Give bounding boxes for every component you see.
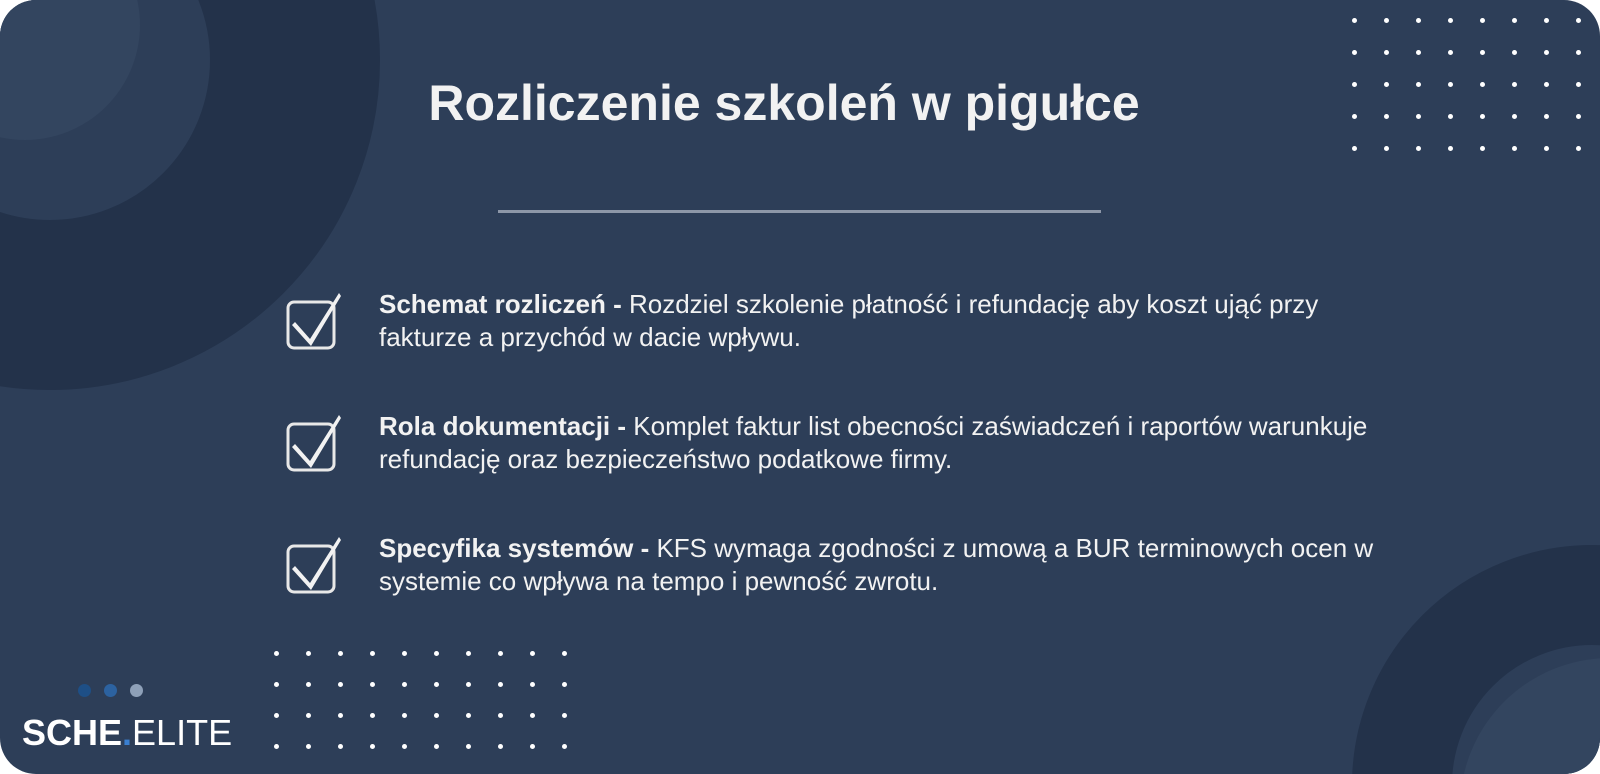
decorative-dot: [530, 744, 535, 749]
decorative-dot: [1512, 146, 1517, 151]
decorative-dot: [498, 713, 503, 718]
checkbox-checked-icon: [285, 412, 343, 476]
decorative-dot: [562, 651, 567, 656]
logo-text-secondary: ELITE: [132, 712, 233, 753]
decorative-dot: [466, 713, 471, 718]
decorative-dot: [434, 744, 439, 749]
decorative-dot: [274, 744, 279, 749]
decorative-dot: [1480, 50, 1485, 55]
decorative-dot: [1448, 18, 1453, 23]
decorative-dot: [562, 682, 567, 687]
title-divider: [498, 210, 1101, 213]
decorative-dot: [434, 713, 439, 718]
decorative-dot: [498, 651, 503, 656]
decorative-dot: [1416, 18, 1421, 23]
decorative-dot: [1384, 18, 1389, 23]
decorative-dot: [466, 651, 471, 656]
decorative-dot-grid-bottom-left: [274, 651, 567, 749]
logo-text-primary: SCHE: [22, 712, 123, 753]
decorative-dot: [1448, 50, 1453, 55]
decorative-dot: [1416, 146, 1421, 151]
decorative-dot: [1352, 146, 1357, 151]
page-title: Rozliczenie szkoleń w pigułce: [428, 75, 1140, 131]
decorative-dot: [338, 651, 343, 656]
decorative-dot: [1544, 50, 1549, 55]
decorative-dot: [530, 651, 535, 656]
decorative-dot: [1576, 18, 1581, 23]
decorative-dot: [370, 651, 375, 656]
decorative-dot: [274, 651, 279, 656]
decorative-dot: [338, 713, 343, 718]
decorative-dot: [1384, 146, 1389, 151]
list-item-description: KFS wymaga zgodności z umową a BUR terminowych ocen w systemie co wpływa na tempo i pewność zwrotu.: [379, 533, 1374, 596]
list-item-heading: Specyfika systemów -: [379, 533, 650, 563]
decorative-dot: [274, 682, 279, 687]
decorative-dot: [1384, 50, 1389, 55]
decorative-dot: [1576, 146, 1581, 151]
decorative-dot: [466, 744, 471, 749]
decorative-dot: [434, 651, 439, 656]
checkbox-checked-icon: [285, 534, 343, 598]
logo-dots: [78, 684, 143, 697]
list-item-heading: Schemat rozliczeń -: [379, 289, 622, 319]
checkbox-checked-icon: [285, 290, 343, 354]
decorative-dot: [562, 744, 567, 749]
decorative-dot: [530, 713, 535, 718]
decorative-dot: [1416, 50, 1421, 55]
brand-logo: [22, 712, 232, 754]
decorative-dot: [1448, 146, 1453, 151]
list-item-text: [379, 288, 1409, 354]
logo-separator-dot: .: [122, 712, 133, 753]
list-item: [285, 534, 1405, 614]
decorative-dot: [370, 713, 375, 718]
decorative-dot: [498, 682, 503, 687]
list-item: [285, 290, 1405, 370]
decorative-dot: [1512, 18, 1517, 23]
decorative-dot: [562, 713, 567, 718]
decorative-dot: [402, 744, 407, 749]
decorative-dot: [466, 682, 471, 687]
decorative-dot: [1352, 18, 1357, 23]
decorative-dot: [498, 744, 503, 749]
decorative-dot: [402, 682, 407, 687]
decorative-dot: [338, 744, 343, 749]
decorative-dot: [1480, 18, 1485, 23]
list-item-heading: Rola dokumentacji -: [379, 411, 627, 441]
list-item-text: [379, 410, 1409, 476]
decorative-dot: [274, 713, 279, 718]
decorative-dot: [306, 713, 311, 718]
decorative-dot: [1576, 114, 1581, 119]
decorative-dot: [434, 682, 439, 687]
decorative-dot: [1576, 82, 1581, 87]
list-item-description: Rozdziel szkolenie płatność i refundację aby koszt ująć przy fakturze a przychód w dacie wpływu.: [379, 289, 1319, 352]
decorative-dot: [306, 744, 311, 749]
decorative-dot: [402, 651, 407, 656]
decorative-dot: [1480, 146, 1485, 151]
decorative-dot: [1352, 50, 1357, 55]
decorative-dot: [1512, 50, 1517, 55]
decorative-dot: [338, 682, 343, 687]
decorative-dot: [306, 651, 311, 656]
logo-dot: [104, 684, 117, 697]
decorative-dot: [1576, 50, 1581, 55]
list-item: [285, 412, 1405, 492]
logo-dot: [130, 684, 143, 697]
list-item-text: [379, 532, 1409, 598]
decorative-dot: [402, 713, 407, 718]
decorative-dot: [370, 744, 375, 749]
decorative-dot: [306, 682, 311, 687]
list-item-description: Komplet faktur list obecności zaświadczeń i raportów warunkuje refundację oraz bezpieczeństwo podatkowe firmy.: [379, 411, 1368, 474]
decorative-dot: [1544, 146, 1549, 151]
decorative-dot: [1544, 18, 1549, 23]
decorative-dot: [530, 682, 535, 687]
logo-dot: [78, 684, 91, 697]
decorative-dot: [370, 682, 375, 687]
